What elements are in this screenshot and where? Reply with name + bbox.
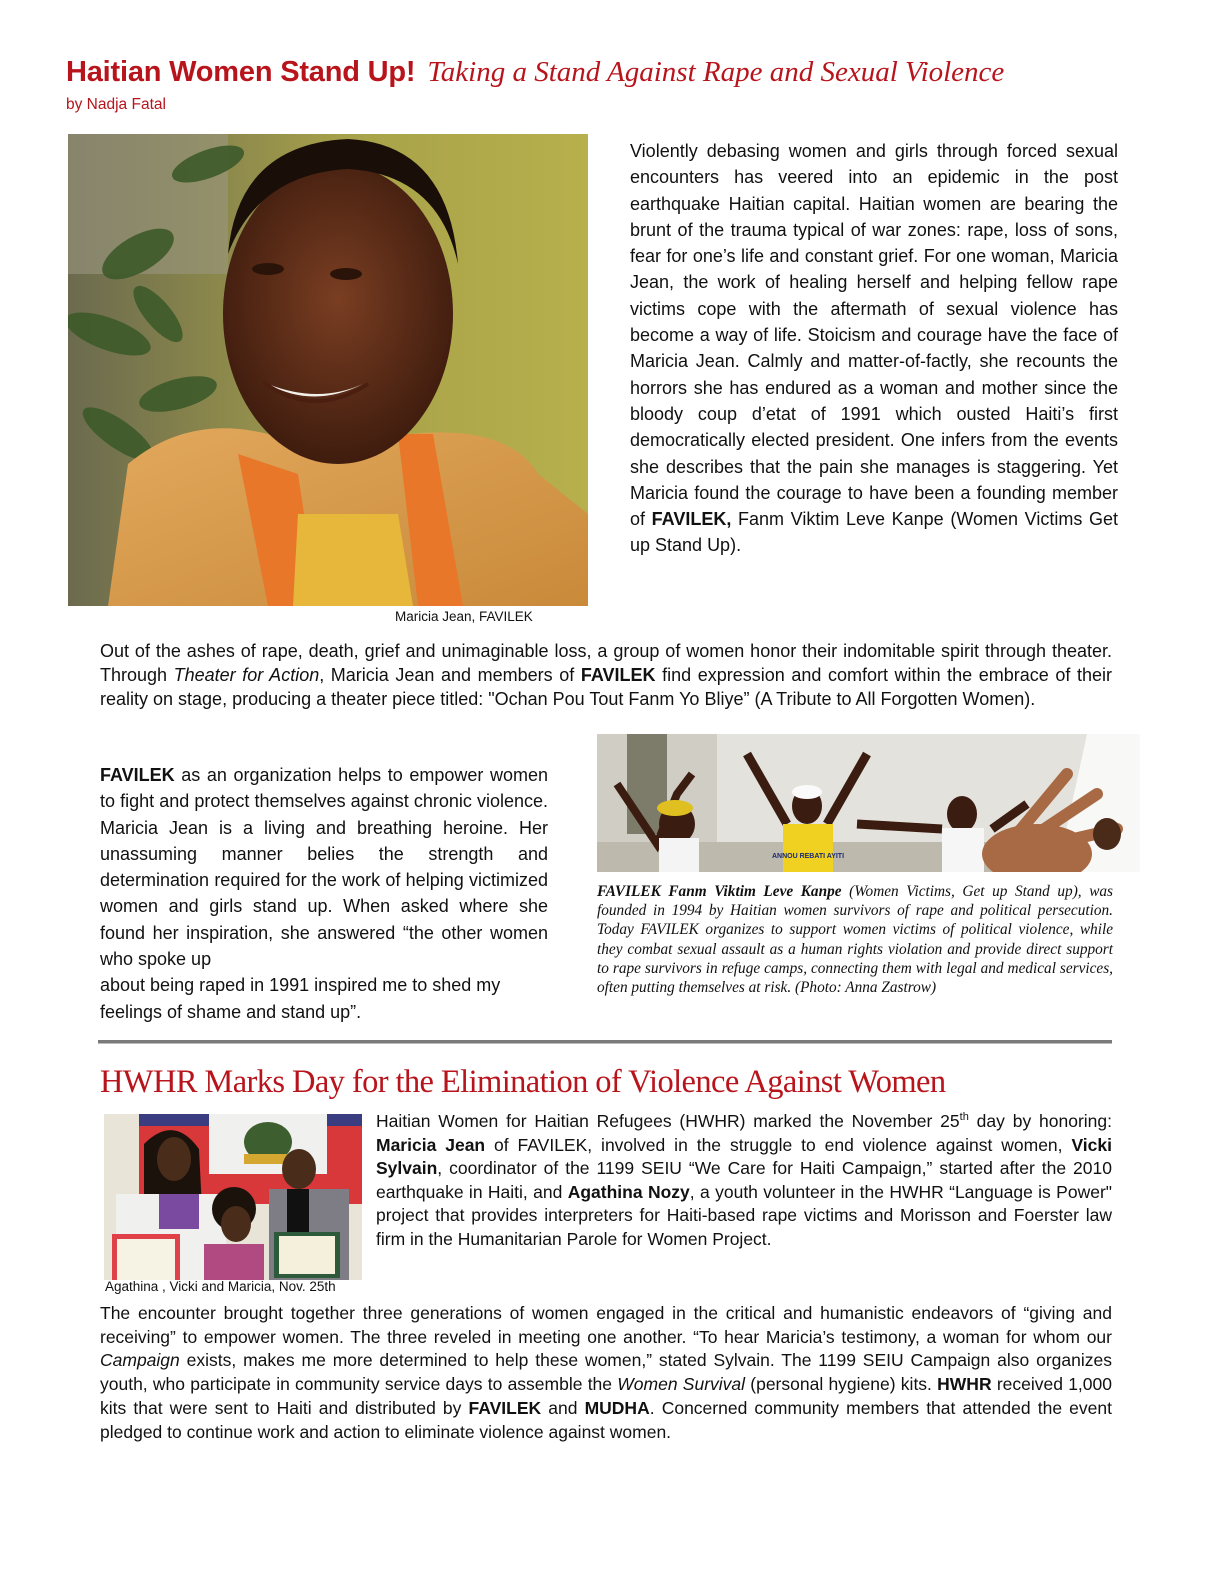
text: about being raped in 1991 inspired me to shed my [100, 975, 501, 996]
text: Out of the ashes of rape, death, grief and unimaginable loss, a group of women honor their indomitable spirit through theater. Through [100, 641, 1112, 685]
text: received 1,000 kits that were sent to Haiti and distributed by [100, 1374, 1112, 1418]
text: , a youth volunteer in the HWHR “Language is Power" project that provides interpreters for Haiti-based rape victims and Morisson and Foerster law firm in the Humanitarian Parole for Women Project. [376, 1181, 1112, 1249]
text: find expression and comfort within the embrace of their reality on stage, producing a theater piece titled: "Ochan Pou Tout Fanm Yo Bliye” (A Tribute to All Forgotten Women). [100, 664, 1113, 709]
org-name-bold: HWHR [937, 1374, 992, 1395]
text: The encounter brought together three generations of women engaged in the critical and humanistic endeavors of “giving and receiving” to empower women. The three reveled in meeting one another. “To hear Maricia’s testimony, a woman for whom our [100, 1303, 1112, 1347]
ordinal-suffix: th [959, 1111, 969, 1124]
encounter-paragraph [100, 1302, 1112, 1444]
intro-text: Violently debasing women and girls through forced sexual encounters has veered into an epidemic in the post earthquake Haitian capital. Haitian women are bearing the brunt of the trauma typical of war zones: rape, loss of sons, fear for one’s life and constant grief. For one woman, Maricia Jean, the work of healing herself and helping fellow rape victims cope with the aftermath of sexual violence has become a way of life. Stoicism and courage have the face of Maricia Jean. Calmly and matter-of-factly, she recounts the horrors she has endured as a woman and mother since the bloody coup d’etat of 1991 which ousted Haiti’s first democratically elected president. One infers from the events she describes that the pain she manages is staggering. Yet Maricia found the courage to have been a founding member of [630, 141, 1118, 530]
award-illustration [104, 1114, 362, 1280]
honoree-name: Agathina Nozy [567, 1181, 690, 1202]
group-photo-favilek [597, 734, 1140, 872]
text: as an organization helps to empower women to fight and protect themselves against chronic violence. Maricia Jean is a living and breathing heroine. Her unassuming manner belies the strength and determination required for the work of helping victimized women and girls stand up. When asked where she found her inspiration, she answered “the other women who spoke up [100, 765, 548, 970]
org-name-bold: FAVILEK [580, 664, 656, 685]
text: of FAVILEK, involved in the struggle to end violence against women, [485, 1134, 1072, 1155]
article-title-main: Haitian Women Stand Up! [66, 56, 416, 88]
group-photo-caption [597, 882, 1113, 997]
org-name-bold: FAVILEK [468, 1397, 542, 1418]
text: and [541, 1397, 585, 1418]
caption-text: (Women Victims, Get up Stand up), was founded in 1994 by Haitian women survivors of rape and political persecution. Today FAVILEK organizes to support women victims of political violence, while they combat sexual assault as a human rights violation and provide direct support to rape survivors in refuge camps, connecting them with legal and medical services, often putting themselves at risk. (Photo: Anna Zastrow) [597, 883, 1113, 997]
italic-term: Women Survival [617, 1374, 746, 1395]
portrait-illustration [68, 134, 588, 606]
italic-term: Campaign [100, 1350, 180, 1371]
group-illustration [597, 734, 1140, 872]
theater-paragraph [100, 640, 1112, 711]
org-name-bold: FAVILEK [100, 765, 175, 785]
favilek-paragraph [100, 762, 548, 1025]
shirt-text: ANNOU REBATI AYITI [771, 853, 845, 860]
text: (personal hygiene) kits. [745, 1374, 938, 1395]
intro-text-end: Fanm Viktim Leve Kanpe (Women Victims Get up Stand Up). [630, 509, 1118, 556]
intro-paragraph [630, 138, 1118, 559]
honoree-name: Vicki Sylvain [376, 1134, 1112, 1178]
text: , coordinator of the 1199 SEIU “We Care for Haiti Campaign,” started after the 2010 earthquake in Haiti, and [376, 1158, 1112, 1202]
award-photo [104, 1114, 362, 1280]
honoree-name: Maricia Jean [376, 1134, 486, 1155]
text: feelings of shame and stand up”. [100, 1001, 362, 1022]
article2-title: HWHR Marks Day for the Elimination of Violence Against Women [100, 1064, 946, 1100]
section-divider [98, 1040, 1112, 1044]
article-subtitle: Taking a Stand Against Rape and Sexual Violence [427, 56, 1005, 88]
award-photo-caption: Agathina , Vicki and Maricia, Nov. 25th [105, 1279, 336, 1294]
caption-bold: FAVILEK Fanm Viktim Leve Kanpe [597, 883, 842, 900]
text: exists, makes me more determined to help these women,” stated Sylvain. The 1199 SEIU Campaign also organizes youth, who participate in community service days to assemble the [100, 1350, 1112, 1395]
program-name-italic: Theater for Action [173, 664, 320, 685]
text: Haitian Women for Haitian Refugees (HWHR) marked the November 25 [376, 1111, 960, 1131]
photo-caption: Maricia Jean, FAVILEK [395, 609, 533, 624]
article-title [66, 56, 1004, 89]
portrait-photo-maricia-jean [68, 134, 588, 606]
hwhr-paragraph [376, 1110, 1112, 1251]
text: . Concerned community members that attended the event pledged to continue work and action to eliminate violence against women. [100, 1397, 1112, 1442]
org-name-bold: FAVILEK, [651, 509, 732, 530]
org-name-bold: MUDHA [584, 1397, 650, 1418]
text: day by honoring: [968, 1111, 1112, 1131]
text: , Maricia Jean and members of [319, 664, 581, 685]
byline: by Nadja Fatal [66, 96, 166, 113]
